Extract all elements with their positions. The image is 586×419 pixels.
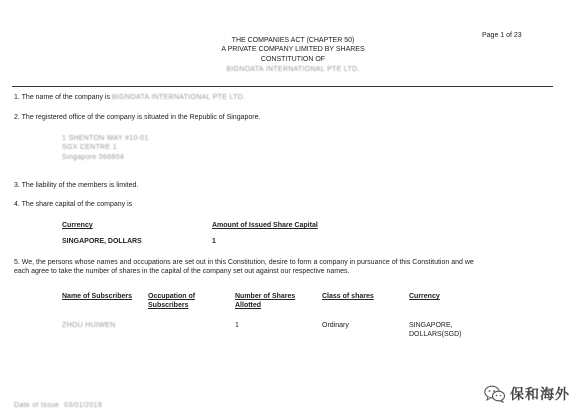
capital-header-currency: Currency [62,222,93,229]
subscriber-header-class: Class of shares [322,293,374,300]
act-title: THE COMPANIES ACT (CHAPTER 50) [231,37,355,44]
footer-date-label: Date of Issue [14,402,60,409]
subscriber-currency-2: DOLLARS(SGD) [409,331,462,338]
capital-amount-value: 1 [212,238,216,245]
subscriber-header-occupation-2: Subscribers [148,302,189,309]
company-name-heading: BIGNOATA INTERNATIONAL PTE LTD. [226,66,360,73]
address-line-2: SGX CENTRE 1 [62,144,117,151]
subscriber-header-shares-2: Allotted [235,302,262,309]
subscriber-header-shares-1: Number of Shares [235,293,296,300]
header-rule [12,86,553,87]
address-line-3: Singapore 068804 [62,154,125,161]
capital-currency-value: SINGAPORE, DOLLARS [62,238,142,245]
company-type: A PRIVATE COMPANY LIMITED BY SHARES [221,46,365,53]
subscriber-class: Ordinary [322,322,349,329]
watermark-text: 保和海外 [510,387,570,403]
clause-3: 3. The liability of the members is limited. [14,182,139,189]
watermark [484,384,570,404]
clause-2: 2. The registered office of the company is situated in the Republic of Singapore. [14,114,261,121]
clause-1-text: 1. The name of the company is [14,94,110,101]
subscriber-header-occupation-1: Occupation of [148,293,196,300]
subscriber-header-name: Name of Subscribers [62,293,133,300]
subscriber-currency-1: SINGAPORE, [409,322,453,329]
wechat-icon [484,385,506,403]
footer-date-value: 03/01/2019 [64,402,103,409]
clause-1 [14,93,245,102]
capital-header-amount: Amount of Issued Share Capital [212,222,318,229]
clause-1-company-name: BIGNOATA INTERNATIONAL PTE LTD. [111,94,246,101]
subscriber-shares: 1 [235,322,239,329]
clause-5-line-2: each agree to take the number of shares in the capital of the company set out against our respective names. [14,268,350,275]
address-line-1: 1 SHENTON WAY #10-01 [62,135,149,142]
page-number: Page 1 of 23 [482,32,522,39]
clause-4: 4. The share capital of the company is [14,201,133,208]
constitution-of: CONSTITUTION OF [260,56,326,63]
subscriber-name: ZHOU HUIWEN [62,322,116,329]
clause-5-line-1: 5. We, the persons whose names and occupations are set out in this Constitution, desire to form a company in pursuance of this Constitution and we [14,259,474,266]
subscriber-header-currency: Currency [409,293,440,300]
